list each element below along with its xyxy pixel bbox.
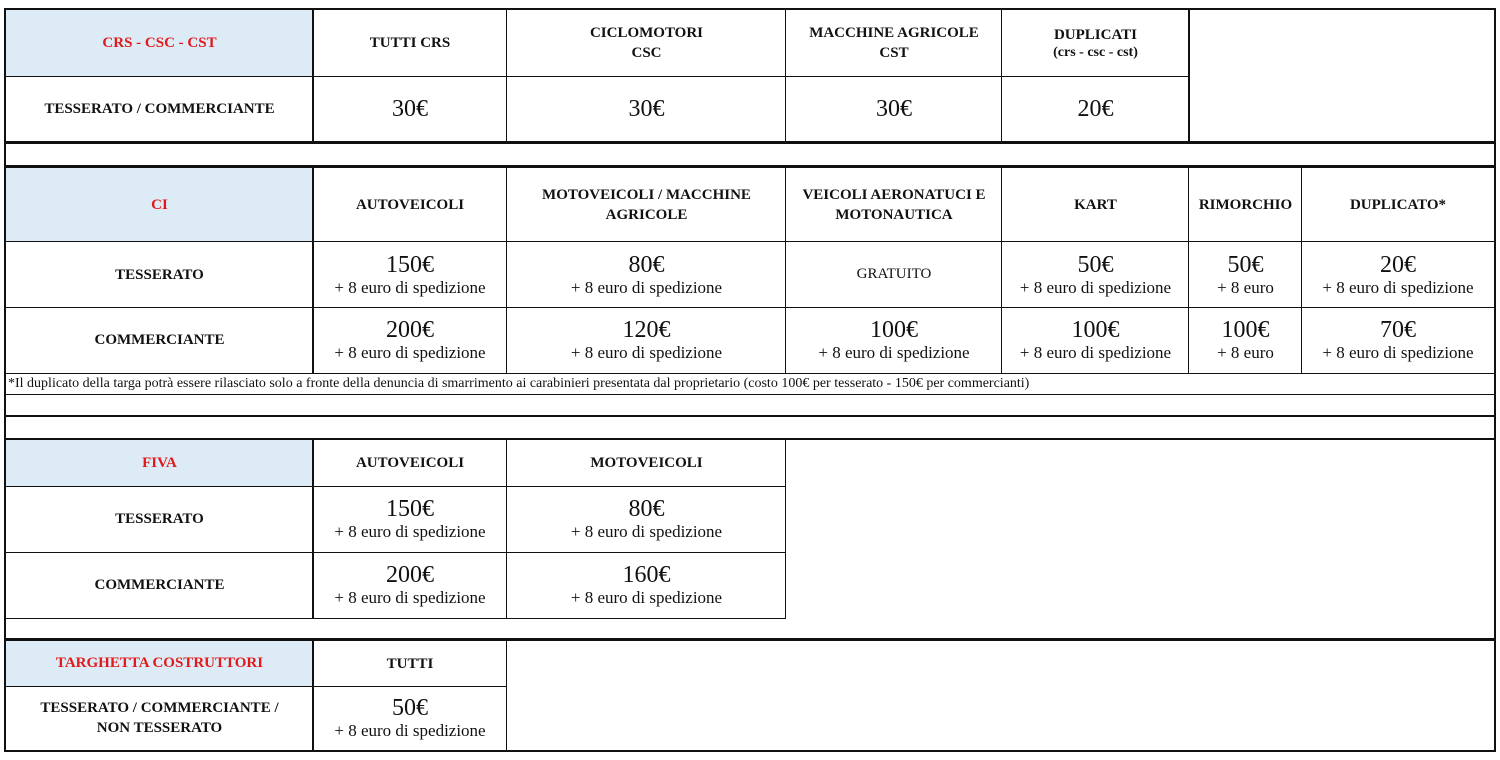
price-cell — [507, 307, 786, 373]
price-cell — [1002, 242, 1189, 307]
shipping-note: + 8 euro di spedizione — [1322, 343, 1474, 362]
row-label: COMMERCIANTE — [94, 577, 225, 593]
header-rimorchio — [1189, 168, 1302, 242]
price-value: 30€ — [392, 96, 428, 122]
price-cell — [313, 307, 507, 373]
shipping-note: + 8 euro — [1217, 343, 1274, 362]
row-label: COMMERCIANTE — [94, 332, 225, 348]
header-label: MOTOVEICOLI — [590, 455, 703, 471]
grid-line — [6, 165, 1494, 168]
price-cell — [1302, 242, 1494, 307]
grid-line — [312, 641, 314, 750]
grid-line — [6, 552, 786, 553]
price-value: 150€ — [386, 251, 434, 278]
header-motoveicoli — [507, 440, 786, 486]
grid-line — [6, 76, 1189, 77]
grid-line — [506, 641, 507, 750]
price-cell — [1002, 307, 1189, 373]
price-value: 120€ — [622, 317, 671, 343]
shipping-note: + 8 euro di spedizione — [1322, 277, 1474, 297]
price-cell — [786, 76, 1002, 142]
shipping-note: + 8 euro di spedizione — [334, 588, 486, 607]
price-cell — [786, 242, 1002, 307]
grid-line — [1001, 168, 1002, 373]
row-label: TESSERATO / COMMERCIANTE — [44, 101, 275, 117]
grid-line — [506, 168, 507, 373]
section-title: CRS - CSC - CST — [102, 34, 217, 51]
price-value: 160€ — [622, 562, 671, 588]
section-fiva — [6, 440, 313, 486]
header-ciclomotori — [507, 10, 786, 76]
price-value: 100€ — [870, 317, 918, 343]
header-label: MACCHINE AGRICOLE — [809, 25, 979, 41]
price-value: 70€ — [1380, 317, 1416, 343]
header-label: TUTTI CRS — [369, 35, 451, 51]
section-ci — [6, 168, 313, 242]
price-value: 30€ — [628, 96, 665, 122]
row-label: TESSERATO / COMMERCIANTE / — [40, 700, 279, 716]
grid-line — [1188, 168, 1189, 373]
price-cell — [507, 552, 786, 618]
grid-line — [6, 394, 1494, 395]
section-targhetta — [6, 641, 313, 686]
header-duplicato — [1302, 168, 1494, 242]
header-sublabel: (crs - csc - cst) — [1053, 45, 1138, 60]
grid-line — [312, 168, 314, 373]
row-label-tutti — [6, 686, 313, 750]
price-value: 80€ — [628, 496, 665, 522]
header-duplicati — [1002, 10, 1189, 76]
grid-line — [6, 618, 786, 619]
shipping-note: + 8 euro di spedizione — [334, 277, 486, 297]
grid-line — [506, 440, 507, 618]
shipping-note: + 8 euro di spedizione — [570, 588, 723, 607]
grid-line — [6, 438, 1494, 440]
shipping-note: + 8 euro di spedizione — [570, 343, 723, 362]
price-cell — [507, 76, 786, 142]
table-border — [4, 750, 1496, 752]
shipping-note: + 8 euro di spedizione — [1019, 277, 1172, 297]
row-label: NON TESSERATO — [96, 720, 223, 736]
header-label: CICLOMOTORI — [589, 25, 704, 41]
header-tutti — [313, 641, 507, 686]
row-label: TESSERATO — [115, 266, 204, 283]
section-title: TARGHETTA COSTRUTTORI — [55, 655, 264, 671]
price-value: 20€ — [1380, 251, 1416, 278]
price-cell — [1189, 307, 1302, 373]
price-value: 50€ — [1227, 251, 1264, 278]
grid-line — [6, 141, 1494, 144]
grid-line — [6, 638, 1494, 641]
price-value: 150€ — [386, 496, 434, 522]
grid-line — [1301, 168, 1302, 373]
header-autoveicoli — [313, 440, 507, 486]
header-label: DUPLICATI — [1053, 27, 1138, 43]
shipping-note: + 8 euro di spedizione — [334, 343, 486, 362]
header-label: RIMORCHIO — [1198, 197, 1293, 213]
section-crs — [6, 10, 313, 76]
footnote: *Il duplicato della targa potrà essere rilasciato solo a fronte della denuncia di smarrimento ai carabinieri presentata dal proprietario (costo 100€ per tesserato - 150€ per commercianti) — [8, 376, 1030, 391]
row-label-commerciante — [6, 552, 313, 618]
header-veicoli-aeronautici — [786, 168, 1002, 242]
section-title: CI — [151, 196, 168, 213]
price-value: 100€ — [1071, 317, 1120, 343]
grid-line — [6, 373, 1494, 374]
price-value: 100€ — [1221, 317, 1270, 343]
grid-line — [6, 486, 786, 487]
shipping-note: + 8 euro di spedizione — [570, 522, 723, 541]
price-value: 200€ — [386, 562, 434, 588]
section-title: FIVA — [142, 454, 177, 471]
grid-line — [785, 168, 786, 373]
price-cell — [507, 486, 786, 552]
price-value: 50€ — [1077, 251, 1114, 278]
grid-line — [6, 686, 507, 687]
header-label: CST — [879, 45, 909, 61]
row-label-tesserato — [6, 242, 313, 307]
row-label-tesserato-commerciante — [6, 76, 313, 142]
shipping-note: + 8 euro di spedizione — [334, 721, 486, 740]
grid-line — [312, 440, 314, 618]
price-cell — [313, 76, 507, 142]
grid-line — [6, 241, 1494, 242]
header-label: MOTOVEICOLI / MACCHINE AGRICOLE — [542, 187, 751, 223]
price-cell — [507, 242, 786, 307]
grid-line — [1001, 10, 1002, 141]
price-cell — [1302, 307, 1494, 373]
table-border — [4, 8, 1496, 10]
price-cell — [1002, 76, 1189, 142]
price-value: 30€ — [876, 96, 912, 122]
header-motoveicoli — [507, 168, 786, 242]
header-tutti-crs — [313, 10, 507, 76]
header-label: AUTOVEICOLI — [355, 455, 465, 471]
grid-line — [6, 415, 1494, 417]
header-macchine-agricole — [786, 10, 1002, 76]
shipping-note: + 8 euro — [1217, 277, 1274, 297]
price-value: 20€ — [1077, 96, 1114, 122]
price-cell — [313, 242, 507, 307]
grid-line — [785, 440, 786, 618]
header-label: KART — [1074, 197, 1117, 213]
grid-line — [785, 10, 786, 141]
price-cell — [313, 686, 507, 750]
header-label: CSC — [631, 45, 662, 61]
header-kart — [1002, 168, 1189, 242]
price-cell — [786, 307, 1002, 373]
price-value: 200€ — [386, 317, 434, 343]
grid-line — [312, 10, 314, 141]
table-border — [1494, 8, 1496, 752]
shipping-note: + 8 euro di spedizione — [570, 277, 723, 297]
grid-line — [506, 10, 507, 141]
price-value: 80€ — [628, 251, 665, 278]
price-cell — [1189, 242, 1302, 307]
row-label-tesserato — [6, 486, 313, 552]
price-value: GRATUITO — [856, 266, 932, 282]
header-label: DUPLICATO* — [1349, 197, 1447, 213]
header-label: TUTTI — [386, 655, 434, 672]
header-label: VEICOLI AERONATUCI E MOTONAUTICA — [802, 187, 986, 223]
row-label: TESSERATO — [115, 511, 204, 527]
grid-line — [6, 307, 1494, 308]
row-label-commerciante — [6, 307, 313, 373]
price-cell — [313, 552, 507, 618]
price-cell — [313, 486, 507, 552]
shipping-note: + 8 euro di spedizione — [1019, 343, 1172, 362]
header-label: AUTOVEICOLI — [355, 197, 465, 213]
header-autoveicoli — [313, 168, 507, 242]
grid-line — [1188, 10, 1190, 141]
price-value: 50€ — [392, 695, 428, 721]
shipping-note: + 8 euro di spedizione — [818, 343, 970, 362]
shipping-note: + 8 euro di spedizione — [334, 522, 486, 541]
